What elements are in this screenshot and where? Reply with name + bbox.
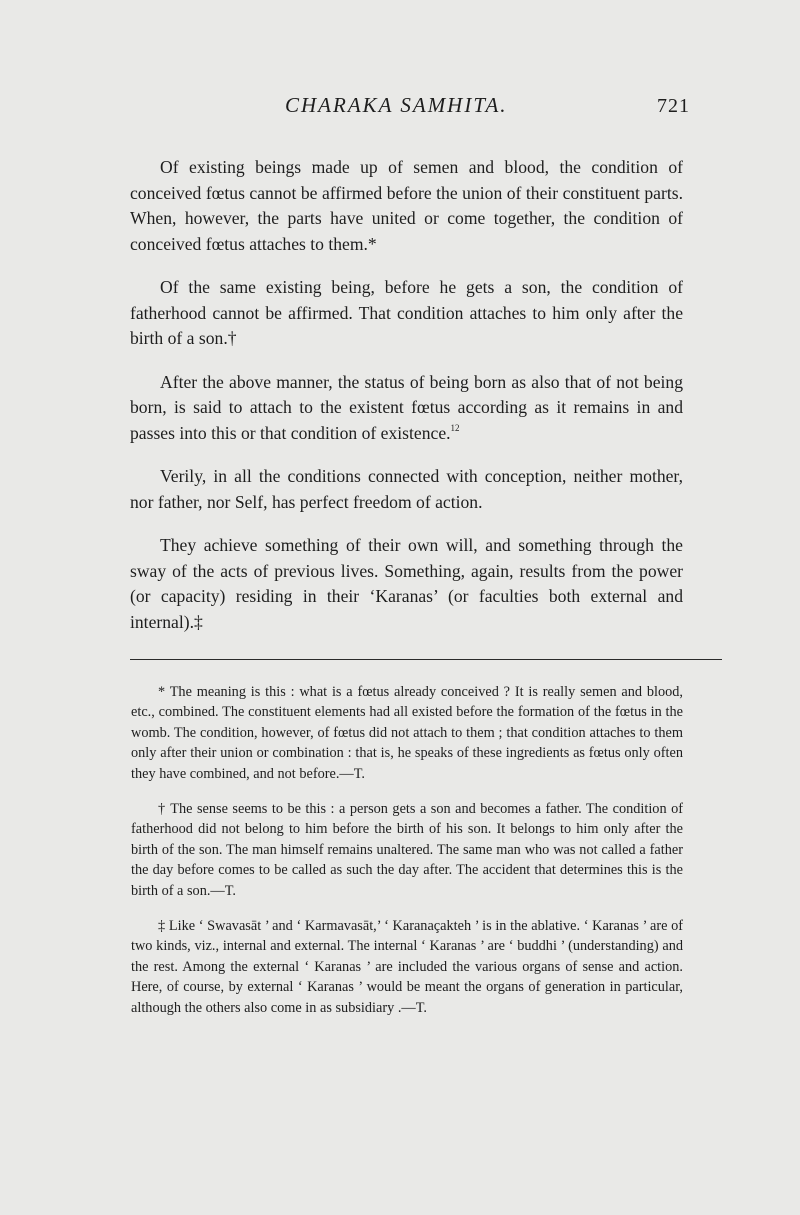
- footnote: * The meaning is this : what is a fœtus already conceived ? It is really semen and blood, etc., combined. The constituent elements had all existed before the formation of the fœtus in the womb. The condition, however, of fœtus did not attach to them ; that condition attaches to them only after their union or combination : that is, he speaks of these ingredients as fœtus only often they have combined, and not before.—T.: [131, 684, 683, 782]
- footnotes: [131, 682, 683, 1033]
- footnote-divider: [130, 659, 722, 660]
- footnote: ‡ Like ‘ Swavasāt ’ and ‘ Karmavasāt,’ ‘ Karanaçakteh ’ is in the ablative. ‘ Karanas ’ are of two kinds, viz., internal and external. The internal ‘ Karanas ’ are ‘ buddhi ’ (understanding) and the rest. Among the external ‘ Karanas ’ are included the various organs of sense and action. Here, of course, by external ‘ Karanas ’ would be meant the organs of generation in particular, although the others also come in as subsidiary .—T.: [131, 918, 683, 1016]
- footnote: † The sense seems to be this : a person gets a son and becomes a father. The condition of fatherhood did not belong to him before the birth of his son. It belongs to him only after the birth of the son. The man himself remains unaltered. The same man who was not called a father the day before comes to be called as such the day after. The accident that determines this is the birth of a son.—T.: [131, 801, 683, 899]
- paragraph: Verily, in all the conditions connected with conception, neither mother, nor father, nor Self, has perfect freedom of action.: [130, 466, 683, 512]
- paragraph: Of existing beings made up of semen and blood, the condition of conceived fœtus cannot be affirmed before the union of their constituent parts. When, however, the parts have united or come together, the condition of conceived fœtus attaches to them.*: [130, 157, 683, 254]
- page-header: [130, 93, 690, 123]
- reference-marker: 12: [450, 422, 460, 433]
- paragraph-text: After the above manner, the status of being born as also that of not being born, is said to attach to the existent fœtus according as it remains in and passes into this or that condition of existence.: [130, 371, 683, 443]
- page-number: 721: [657, 95, 690, 117]
- main-text: [130, 155, 683, 653]
- paragraph: Of the same existing being, before he gets a son, the condition of fatherhood cannot be affirmed. That condition attaches to him only after the birth of a son.†: [130, 277, 683, 348]
- paragraph: [130, 370, 683, 447]
- running-title: CHARAKA SAMHITA.: [285, 93, 508, 117]
- paragraph: They achieve something of their own will, and something through the sway of the acts of previous lives. Something, again, results from the power (or capacity) residing in their ‘Karanas’ (or faculties both external and internal).‡: [130, 535, 683, 632]
